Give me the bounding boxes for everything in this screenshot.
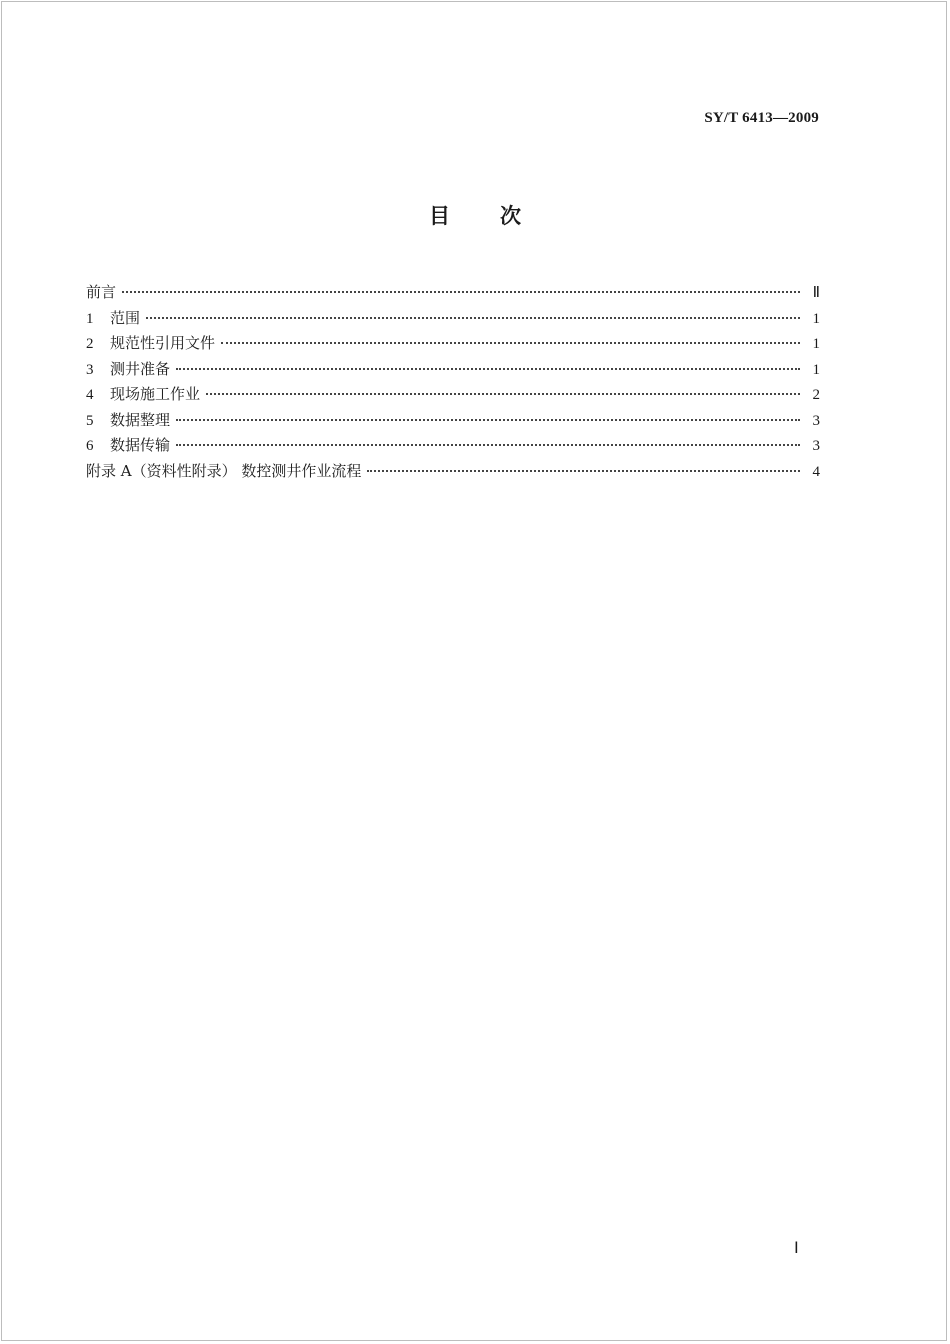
toc-leader-dots — [221, 342, 800, 344]
toc-leader-dots — [122, 291, 800, 293]
toc-entry-label: 数据传输 — [110, 436, 171, 454]
toc-entry-number: 2 — [86, 336, 94, 352]
toc-leader-dots — [146, 317, 800, 319]
toc-entry-number: 6 — [86, 438, 94, 454]
toc-entry-page: 2 — [812, 387, 820, 403]
toc-entry-page: 1 — [812, 361, 820, 378]
toc-entry-number: 3 — [86, 361, 94, 378]
toc-title-char-2: 次 — [500, 204, 521, 228]
toc-entry-5[interactable] — [86, 408, 820, 434]
toc-entry-page: 3 — [812, 438, 820, 454]
toc-entry-number: 4 — [86, 387, 94, 403]
toc-entry-label: 测井准备 — [110, 359, 171, 378]
toc-entry-page: 1 — [812, 310, 820, 327]
toc-entry-foreword[interactable] — [86, 280, 820, 306]
toc-leader-dots — [176, 368, 800, 370]
toc-entry-label: 范围 — [110, 308, 141, 327]
toc-entry-label: 前言 — [86, 283, 117, 301]
toc-title — [0, 200, 950, 230]
toc-leader-dots — [206, 393, 800, 395]
toc-leader-dots — [367, 470, 800, 472]
toc-leader-dots — [176, 419, 800, 421]
toc-entry-label: 数据整理 — [110, 410, 171, 429]
toc-entry-number: 1 — [86, 310, 94, 327]
toc-entry-page: Ⅱ — [812, 285, 820, 301]
toc-entry-label: 附录 A（资料性附录） 数控测井作业流程 — [86, 461, 362, 480]
toc-entry-label: 规范性引用文件 — [110, 334, 216, 352]
toc-entry-page: 3 — [812, 412, 820, 429]
toc-entry-page: 4 — [812, 463, 820, 480]
standard-code: SY/T 6413—2009 — [704, 110, 819, 126]
toc-entry-page: 1 — [812, 336, 820, 352]
toc-entry-4[interactable] — [86, 382, 820, 408]
toc-list — [86, 280, 820, 484]
toc-leader-dots — [176, 444, 800, 446]
toc-title-char-1: 目 — [429, 204, 450, 228]
toc-entry-label: 现场施工作业 — [110, 385, 201, 403]
page-number: Ⅰ — [794, 1240, 799, 1257]
toc-entry-appendix-a[interactable] — [86, 459, 820, 485]
toc-entry-6[interactable] — [86, 433, 820, 459]
toc-entry-1[interactable] — [86, 306, 820, 332]
toc-entry-3[interactable] — [86, 357, 820, 383]
toc-entry-2[interactable] — [86, 331, 820, 357]
toc-entry-number: 5 — [86, 412, 94, 429]
